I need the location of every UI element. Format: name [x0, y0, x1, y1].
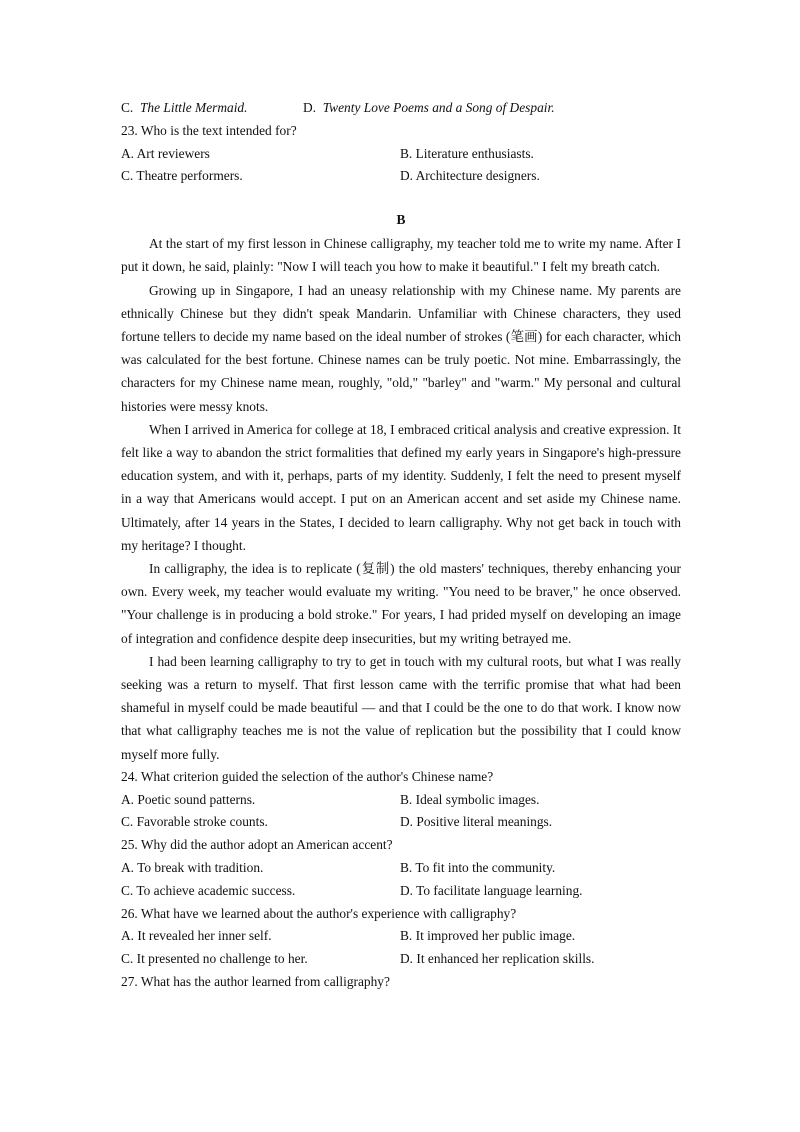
passage-paragraph-3: When I arrived in America for college at 18, I embraced critical analysis and creative expression. It felt like a way to abandon the strict formalities that defined my early years in Singapore's high-pressure education system, and with it, perhaps, parts of my identity. Suddenly, I felt the need to present myself in a way that Americans would accept. I put on an American accent and set aside my Chinese name. Ultimately, after 14 years in the States, I decided to learn calligraphy. Why not get back in touch with my heritage? I thought. [121, 421, 681, 553]
q25-option-a: A. To break with tradition. [121, 860, 264, 876]
q25-option-b: B. To fit into the community. [400, 860, 556, 876]
section-heading: B [396, 212, 406, 228]
q22-option-d: D. Twenty Love Poems and a Song of Despair. [303, 97, 555, 120]
q25-option-d: D. To facilitate language learning. [400, 882, 583, 898]
q22-option-c: C. The Little Mermaid. [121, 97, 303, 120]
q23-option-a: A. Art reviewers [121, 145, 210, 161]
q22-option-d-title: Twenty Love Poems and a Song of Despair. [322, 100, 555, 115]
passage-paragraph-1: At the start of my first lesson in Chinese calligraphy, my teacher told me to write my name. After I put it down, he said, plainly: "Now I will teach you how to make it beautiful." I felt my breath catch. [121, 236, 681, 275]
q23-option-b: B. Literature enthusiasts. [400, 145, 534, 161]
q24-option-a: A. Poetic sound patterns. [121, 791, 256, 807]
q23-stem: 23. Who is the text intended for? [121, 122, 297, 138]
q24-option-d: D. Positive literal meanings. [400, 814, 553, 830]
q26-option-d: D. It enhanced her replication skills. [400, 951, 595, 967]
q25-option-c: C. To achieve academic success. [121, 882, 296, 898]
q23-option-d: D. Architecture designers. [400, 168, 540, 184]
q24-options-ab [121, 789, 681, 812]
q24-option-b: B. Ideal symbolic images. [400, 791, 540, 807]
q26-options-cd [121, 948, 681, 971]
passage-paragraph-4: In calligraphy, the idea is to replicate (复制) the old masters' techniques, thereby enhancing your own. Every week, my teacher would evaluate my writing. "You need to be braver," he once observed. "Your challenge is in producing a bold stroke." For years, I had prided myself on developing an image of integration and confidence despite deep insecurities, but my writing betrayed me. [121, 561, 681, 646]
q25-options-cd [121, 880, 681, 903]
q26-option-c: C. It presented no challenge to her. [121, 951, 308, 967]
q24-option-c: C. Favorable stroke counts. [121, 814, 268, 830]
document-page [121, 97, 681, 994]
q23-option-c: C. Theatre performers. [121, 168, 243, 184]
q24-options-cd [121, 811, 681, 834]
q22-option-c-title: The Little Mermaid. [139, 100, 248, 115]
q26-options-ab [121, 925, 681, 948]
q26-option-b: B. It improved her public image. [400, 928, 576, 944]
q23-options-cd [121, 165, 681, 188]
q23-options-ab [121, 143, 681, 166]
passage-paragraph-2: Growing up in Singapore, I had an uneasy relationship with my Chinese name. My parents are ethnically Chinese but they didn't speak Mandarin. Unfamiliar with Chinese characters, they used fortune tellers to decide my name based on the ideal number of strokes (笔画) for each character, which was calculated for the best fortune. Chinese names can be truly poetic. Not mine. Embarrassingly, the characters for my Chinese name mean, roughly, "old," "barley" and "warm." My personal and cultural histories were messy knots. [121, 282, 681, 414]
passage-paragraph-5: I had been learning calligraphy to try to get in touch with my cultural roots, but what I was really seeking was a return to myself. That first lesson came with the terrific promise that what had been shameful in myself could be made beautiful — and that I could be the one to do that work. I know now that what calligraphy teaches me is not the value of replication but the possibility that I could know myself more fully. [121, 653, 681, 762]
q25-stem: 25. Why did the author adopt an American accent? [121, 837, 393, 853]
q22-options-cd [121, 97, 681, 120]
q25-options-ab [121, 857, 681, 880]
q27-stem: 27. What has the author learned from calligraphy? [121, 974, 390, 990]
q26-stem: 26. What have we learned about the author's experience with calligraphy? [121, 905, 517, 921]
q26-option-a: A. It revealed her inner self. [121, 928, 272, 944]
q24-stem: 24. What criterion guided the selection of the author's Chinese name? [121, 768, 494, 784]
